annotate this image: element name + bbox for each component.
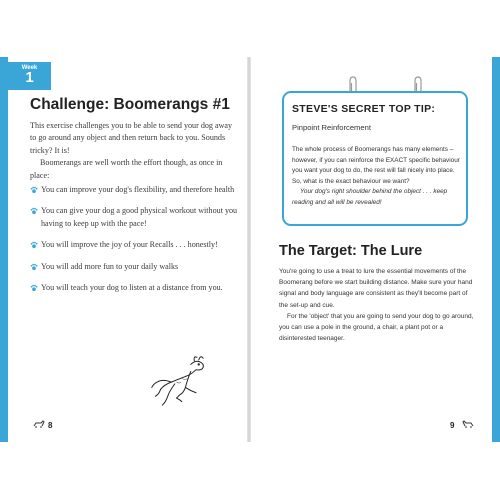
paw-icon (30, 263, 38, 271)
list-item (30, 282, 240, 294)
bullet-text: You can improve your dog's flexibility, and therefore health (41, 185, 235, 194)
list-item (30, 239, 240, 251)
tip-box (282, 91, 468, 226)
tip-subheading: Pinpoint Reinforcement (292, 123, 371, 132)
list-item (30, 261, 240, 273)
week-label: Week (21, 65, 38, 71)
section-paragraph-2: For the 'object' that you are going to send your dog to go around, you can use a pole in the ground, a chair, a plant pot or a disinterested teenager. (279, 312, 474, 343)
section-paragraph-1: You're going to use a treat to lure the essential movements of the Boomerang before we start building distance. Make sure your hand signal and body language are consistent as they'll become part of the set-up and cue. (279, 268, 473, 309)
intro-paragraph-2: Boomerangs are well worth the effort though, as once in place: (30, 158, 223, 180)
intro-paragraph-1: This exercise challenges you to be able to send your dog away to go around any object and then return back to you. Sounds tricky? It is! (30, 121, 233, 155)
challenge-title: Challenge: Boomerangs #1 (30, 96, 230, 113)
intro-text (30, 120, 240, 182)
running-dog-illustration (150, 352, 212, 414)
section-title: The Target: The Lure (279, 243, 423, 259)
paw-icon (30, 241, 38, 249)
bullet-text: You will teach your dog to listen at a distance from you. (41, 283, 223, 293)
bullet-text: You can give your dog a good physical workout without you having to keep up with the pace! (41, 206, 238, 228)
bullet-text: You will add more fun to your daily walks (41, 261, 179, 271)
paw-icon (30, 186, 38, 194)
benefits-list (30, 184, 240, 303)
week-number: 1 (25, 69, 34, 86)
small-dog-icon (33, 420, 45, 431)
tip-paragraph: The whole process of Boomerangs has many elements – however, if you can reinforce the EXACT specific behaviour you want your dog to do, the rest will fall nicely into place. So, what is the exact behaviour we want? (292, 146, 460, 185)
tip-italic-paragraph: Your dog's right shoulder behind the object . . . keep reading and all will be revealed! (292, 188, 448, 206)
list-item (30, 205, 240, 230)
section-text (279, 266, 475, 344)
week-tab (8, 62, 51, 90)
small-dog-icon (462, 420, 474, 431)
tip-body (292, 145, 462, 208)
page-number-right: 9 (450, 421, 455, 430)
left-page-edge (0, 57, 8, 442)
book-gutter (247, 57, 251, 442)
paw-icon (30, 207, 38, 215)
list-item (30, 184, 240, 196)
page-number-left: 8 (48, 421, 53, 430)
paw-icon (30, 284, 38, 292)
right-page-edge (492, 57, 500, 442)
tip-heading: STEVE'S SECRET TOP TIP: (292, 103, 436, 115)
bullet-text: You will improve the joy of your Recalls . . . honestly! (41, 240, 218, 250)
